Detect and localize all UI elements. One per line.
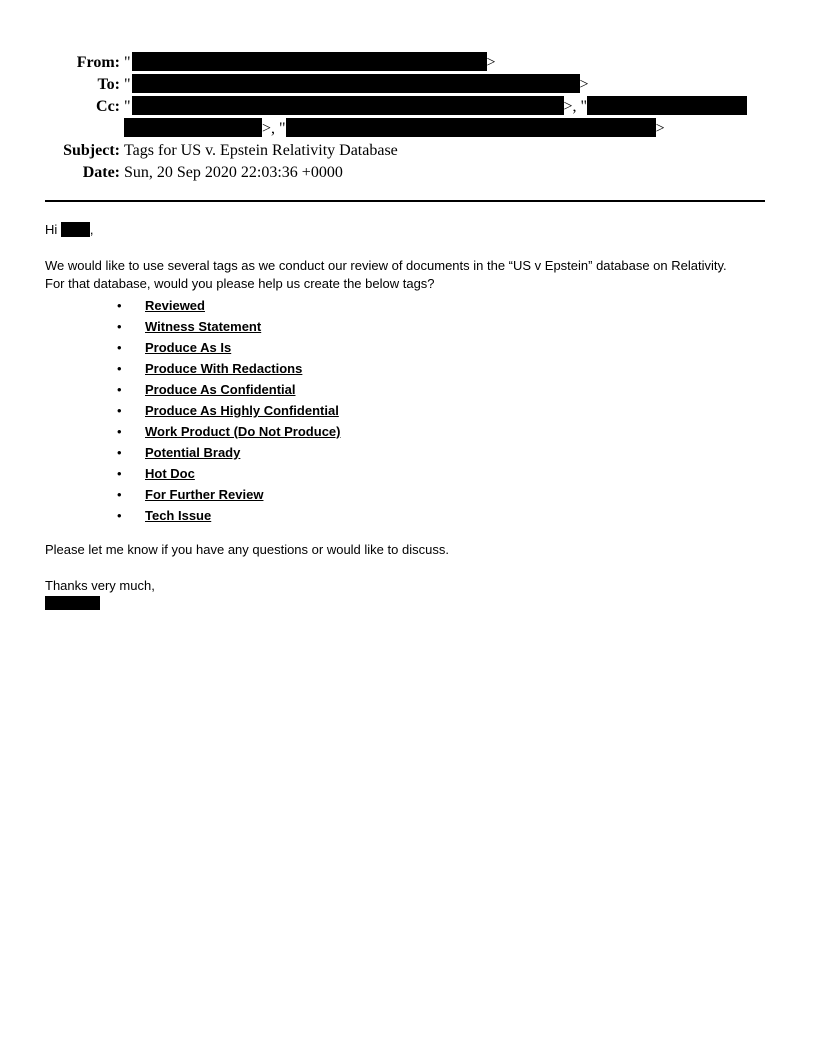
tag-label: Work Product (Do Not Produce) bbox=[145, 424, 341, 439]
cc-row bbox=[45, 96, 765, 118]
header-divider bbox=[45, 200, 765, 202]
redaction-box bbox=[286, 118, 656, 137]
tag-label: Produce As Is bbox=[145, 340, 232, 355]
close-angle: > bbox=[579, 76, 589, 93]
from-row bbox=[45, 52, 765, 74]
separator: >, " bbox=[262, 120, 286, 137]
signoff: Thanks very much, bbox=[45, 578, 155, 593]
list-item bbox=[45, 421, 775, 442]
tag-label: Produce As Confidential bbox=[145, 382, 296, 397]
from-value bbox=[124, 52, 496, 74]
tag-label: Produce As Highly Confidential bbox=[145, 403, 339, 418]
redaction-box bbox=[132, 52, 487, 71]
list-item bbox=[45, 505, 775, 526]
bullet: • bbox=[117, 466, 122, 481]
list-item bbox=[45, 463, 775, 484]
open-quote: " bbox=[124, 54, 131, 71]
list-item bbox=[45, 295, 775, 316]
bullet: • bbox=[117, 298, 122, 313]
list-item bbox=[45, 484, 775, 505]
from-label: From: bbox=[76, 54, 120, 71]
tag-label: Produce With Redactions bbox=[145, 361, 303, 376]
redaction-box bbox=[124, 118, 262, 137]
date-label: Date: bbox=[82, 164, 120, 181]
redaction-box bbox=[587, 96, 747, 115]
bullet: • bbox=[117, 403, 122, 418]
email-body bbox=[45, 221, 775, 610]
subject-label: Subject: bbox=[63, 142, 120, 159]
to-label: To: bbox=[97, 76, 120, 93]
list-item bbox=[45, 400, 775, 421]
open-quote: " bbox=[124, 76, 131, 93]
to-value bbox=[124, 74, 589, 96]
greeting-hi: Hi bbox=[45, 222, 58, 237]
redaction-box bbox=[61, 222, 90, 237]
tag-list bbox=[45, 295, 775, 526]
redaction-box bbox=[132, 96, 564, 115]
bullet: • bbox=[117, 382, 122, 397]
tag-label: Potential Brady bbox=[145, 445, 241, 460]
tag-label: For Further Review bbox=[145, 487, 264, 502]
signature-redaction bbox=[45, 596, 100, 610]
bullet: • bbox=[117, 424, 122, 439]
bullet: • bbox=[117, 445, 122, 460]
list-item bbox=[45, 442, 775, 463]
bullet: • bbox=[117, 487, 122, 502]
list-item bbox=[45, 358, 775, 379]
separator: >, " bbox=[563, 98, 588, 115]
cc-value-line2 bbox=[124, 118, 665, 140]
bullet: • bbox=[117, 340, 122, 355]
tag-label: Hot Doc bbox=[145, 466, 195, 481]
subject-value: Tags for US v. Epstein Relativity Database bbox=[124, 142, 398, 159]
bullet: • bbox=[117, 319, 122, 334]
cc-value-line1 bbox=[124, 96, 747, 118]
email-header bbox=[45, 52, 765, 184]
intro-line-1: We would like to use several tags as we conduct our review of documents in the “US v Epstein” database on Relativity. bbox=[45, 258, 727, 273]
greeting-comma: , bbox=[89, 222, 94, 237]
tag-label: Witness Statement bbox=[145, 319, 262, 334]
cc-row-continued bbox=[45, 118, 765, 140]
open-quote: " bbox=[124, 98, 131, 115]
date-value: Sun, 20 Sep 2020 22:03:36 +0000 bbox=[124, 164, 343, 181]
list-item bbox=[45, 316, 775, 337]
date-row bbox=[45, 162, 765, 184]
list-item bbox=[45, 379, 775, 400]
list-item bbox=[45, 337, 775, 358]
closing-line: Please let me know if you have any questions or would like to discuss. bbox=[45, 542, 449, 557]
tag-label: Tech Issue bbox=[145, 508, 212, 523]
bullet: • bbox=[117, 508, 122, 523]
close-angle: > bbox=[486, 54, 496, 71]
redaction-box bbox=[132, 74, 580, 93]
subject-row bbox=[45, 140, 765, 162]
close-angle: > bbox=[655, 120, 665, 137]
intro-line-2: For that database, would you please help us create the below tags? bbox=[45, 276, 435, 291]
cc-label: Cc: bbox=[96, 98, 120, 115]
bullet: • bbox=[117, 361, 122, 376]
greeting bbox=[45, 221, 775, 239]
tag-label: Reviewed bbox=[145, 298, 205, 313]
to-row bbox=[45, 74, 765, 96]
